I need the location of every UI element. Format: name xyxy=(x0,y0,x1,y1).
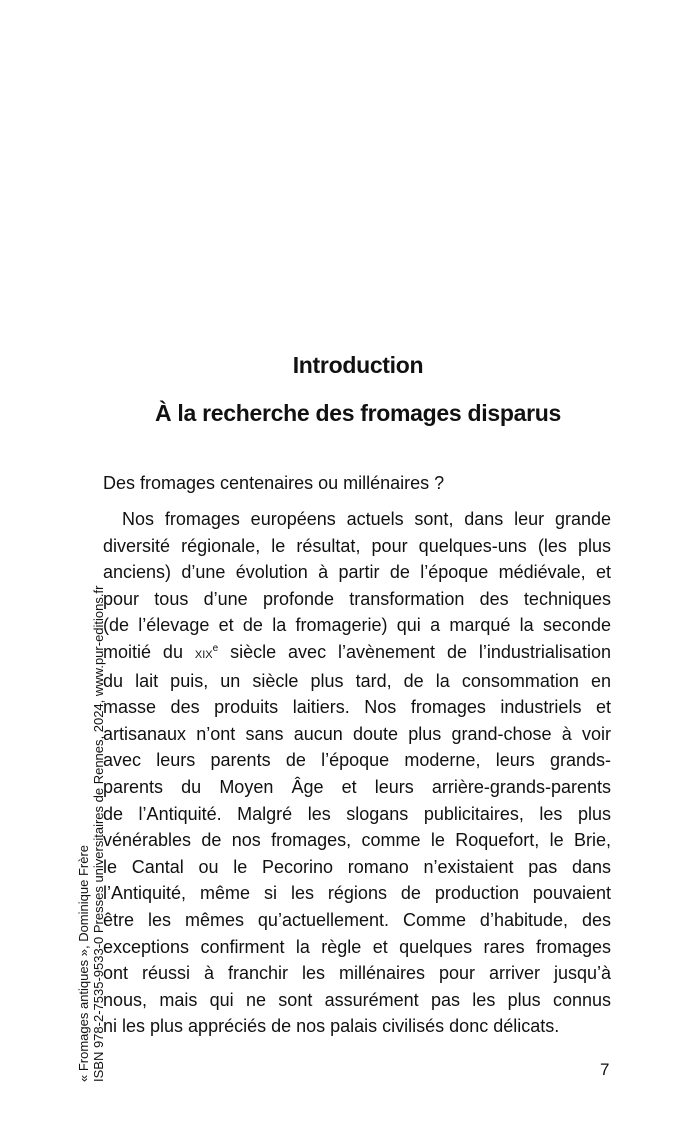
paragraph-line: artisanaux n’ont sans aucun doute plus grand-chose à voir xyxy=(103,723,611,744)
paragraph-line: vénérables de nos fromages, comme le Roquefort, le Brie, xyxy=(103,830,611,851)
paragraph-line: le Cantal ou le Pecorino romano n’existaient pas dans xyxy=(103,856,611,877)
paragraph-line: exceptions confirment la règle et quelques rares fromages xyxy=(103,936,611,957)
century-suffix: e xyxy=(212,642,219,654)
paragraph-line: parents du Moyen Âge et leurs arrière-grands-parents xyxy=(103,776,611,797)
page-number: 7 xyxy=(600,1060,610,1079)
paragraph-line: ni les plus appréciés de nos palais civilisés donc délicats. xyxy=(103,1016,560,1037)
paragraph-line: être les mêmes qu’actuellement. Comme d’habitude, des xyxy=(103,909,611,930)
paragraph-line-end: siècle avec l’avènement de l’industrialisation xyxy=(230,641,611,662)
paragraph-line: du lait puis, un siècle plus tard, de la consommation en xyxy=(103,670,611,691)
paragraph-line: Nos fromages européens actuels sont, dans leur grande xyxy=(122,509,611,529)
paragraph-line: masse des produits laitiers. Nos fromages industriels et xyxy=(103,697,611,718)
paragraph-line: (de l’élevage et de la fromagerie) qui a marqué la seconde xyxy=(103,615,611,636)
chapter-subtitle: À la recherche des fromages disparus xyxy=(155,400,561,426)
paragraph-line: nous, mais qui ne sont assurément pas les plus connus xyxy=(103,989,611,1010)
paragraph-line xyxy=(103,639,611,668)
paragraph-line: ont réussi à franchir les millénaires pour arriver jusqu’à xyxy=(103,963,611,984)
paragraph-line: pour tous d’une profonde transformation des techniques xyxy=(103,588,611,609)
paragraph-line: l’Antiquité, même si les régions de production pouvaient xyxy=(103,883,611,904)
paragraph-line: diversité régionale, le résultat, pour quelques-uns (les plus xyxy=(103,535,611,556)
paragraph-line: de l’Antiquité. Malgré les slogans publicitaires, les plus xyxy=(103,803,611,824)
paragraph-line-start: moitié du xyxy=(103,641,183,662)
section-heading: Des fromages centenaires ou millénaires ? xyxy=(103,473,445,493)
credit-line-isbn: ISBN 978-2-7535-9533-0 Presses universitaires de Rennes, 2024, www.pur-editions.fr xyxy=(91,585,106,1082)
paragraph-line: anciens) d’une évolution à partir de l’époque médiévale, et xyxy=(103,562,611,583)
side-credit xyxy=(76,586,106,1082)
body-paragraph xyxy=(103,506,611,1040)
chapter-title: Introduction xyxy=(292,352,424,378)
credit-line-title: « Fromages antiques », Dominique Frère xyxy=(76,844,91,1082)
paragraph-line: avec leurs parents de l’époque moderne, leurs grands- xyxy=(103,750,611,771)
century-numeral: xix xyxy=(194,644,213,662)
